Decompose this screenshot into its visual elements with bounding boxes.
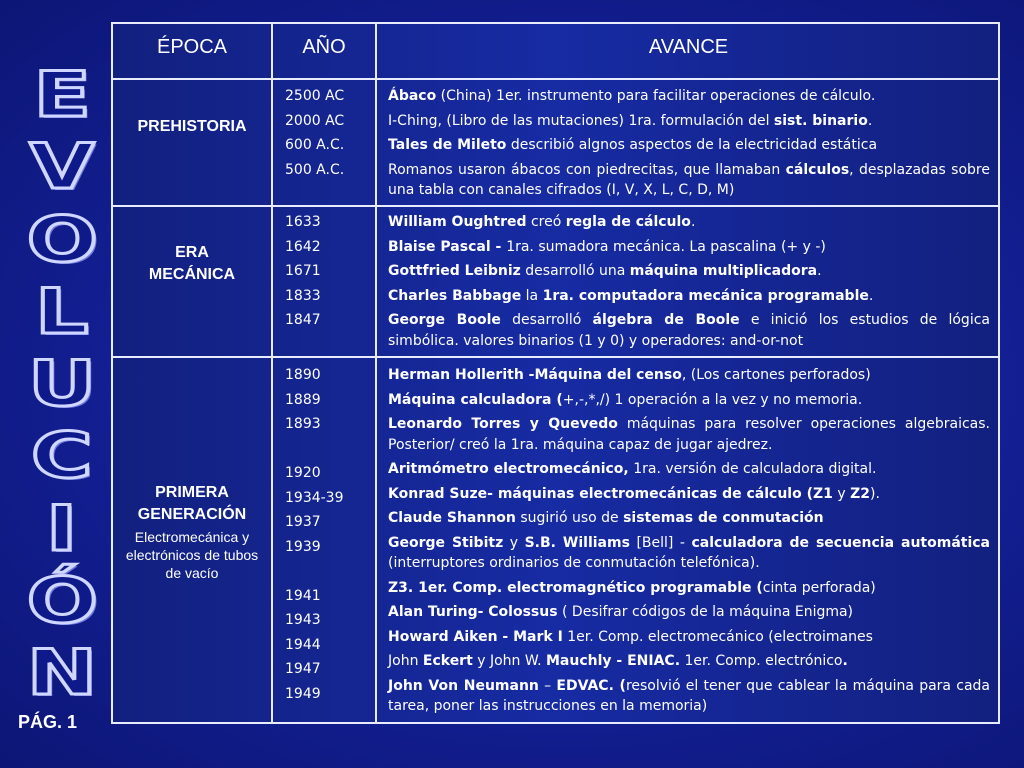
advance-text: y	[832, 485, 851, 502]
years-era-mecanica	[285, 210, 369, 333]
advance-entry	[388, 484, 990, 505]
advance-text: John	[388, 653, 423, 669]
advance-highlight: Howard Aiken - Mark I	[388, 628, 563, 645]
advance-highlight: Blaise Pascal -	[388, 238, 507, 255]
advance-text: e inició los estudios de lógica simbólica. valores binarios (1 y 0) y operadores: and-or-not	[388, 312, 990, 349]
side-title-letter: N	[26, 636, 98, 709]
advance-highlight: George Stibitz	[388, 534, 504, 551]
year-cell: 1937	[285, 514, 321, 530]
advance-highlight: Charles Babbage	[388, 287, 522, 304]
advance-text: creó	[526, 214, 566, 230]
year-cell: 2500 AC	[285, 88, 345, 104]
epoch-label: ERA MECÁNICA	[148, 244, 236, 283]
year-cell: 2000 AC	[285, 112, 345, 129]
advance-highlight: Claude Shannon	[388, 510, 516, 526]
row-divider	[113, 205, 998, 207]
advance-highlight: 1ra. computadora mecánica programable	[542, 287, 869, 304]
side-title-letter: U	[27, 347, 96, 420]
advance-text: 1er. Comp. electromecánico (electroimanes	[562, 628, 873, 645]
column-divider	[375, 24, 377, 722]
advance-text: resolvió el tener que cablear la máquina para cada tarea, poner las instrucciones en la memoria)	[388, 677, 990, 714]
advance-text: ( Desifrar códigos de la máquina Enigma)	[557, 604, 854, 620]
advance-entry	[388, 533, 990, 574]
advance-entry	[388, 459, 990, 480]
advance-text: .	[817, 263, 822, 279]
header-year: AÑO	[302, 36, 346, 58]
advance-highlight: sist. binario	[773, 112, 868, 129]
year-cell: 500 A.C.	[285, 161, 345, 178]
advance-text: , (Los cartones perforados)	[681, 367, 871, 383]
year-cell: 1893	[285, 416, 321, 432]
advance-entry	[388, 261, 990, 282]
advance-entry	[388, 414, 990, 455]
advance-highlight: George Boole	[388, 312, 501, 328]
advance-highlight: Konrad Suze- máquinas electromecánicas de cálculo (Z1	[388, 485, 833, 502]
advance-highlight: máquina multiplicadora	[629, 263, 818, 279]
year-cell: 600 A.C.	[285, 137, 345, 153]
epoch-prehistoria: PREHISTORIA	[137, 118, 247, 135]
advance-highlight: álgebra de Boole	[592, 312, 740, 328]
advance-highlight: cálculos	[785, 161, 850, 178]
advance-highlight: Gottfried Leibniz	[388, 263, 521, 279]
advance-entry	[388, 365, 990, 386]
advance-text: sugirió uso de	[515, 510, 624, 526]
side-title-evolucion	[16, 58, 108, 709]
advance-text: I-Ching, (Libro de las mutaciones) 1ra. formulación del	[388, 112, 774, 129]
row-divider	[113, 356, 998, 358]
year-cell: 1920	[285, 465, 321, 481]
advance-text: máquinas para resolver operaciones algebraicas. Posterior/ creó la 1ra. máquina capaz de jugar ajedrez.	[388, 416, 990, 453]
advance-highlight: S.B. Williams	[524, 534, 630, 551]
header-advance: AVANCE	[648, 36, 729, 58]
advance-text: (China) 1er. instrumento para facilitar operaciones de cálculo.	[436, 88, 876, 104]
year-cell: 1671	[285, 263, 321, 279]
advances-era-mecanica	[388, 212, 990, 355]
side-title-letter: L	[35, 274, 89, 348]
advance-entry	[388, 651, 990, 672]
year-cell: 1949	[285, 685, 321, 702]
year-cell: 1947	[285, 661, 321, 677]
advance-entry	[388, 508, 990, 529]
advance-highlight: Z2	[850, 485, 870, 502]
advance-entry	[388, 310, 990, 351]
advance-highlight: EDVAC. (	[556, 677, 626, 694]
side-title-letter: E	[33, 58, 91, 131]
advance-text: describió algnos aspectos de la electricidad estática	[506, 137, 878, 153]
advance-text: [Bell] -	[629, 534, 692, 551]
advance-entry	[388, 86, 990, 107]
advance-highlight: John Von Neumann	[388, 677, 539, 694]
year-cell: 1890	[285, 367, 321, 383]
advance-highlight: Leonardo Torres y Quevedo	[388, 416, 618, 432]
year-cell: 1833	[285, 287, 321, 304]
year-cell: 1941	[285, 587, 321, 604]
advance-text: ).	[869, 485, 880, 502]
year-cell: 1889	[285, 391, 321, 408]
advance-highlight: Alan Turing- Colossus	[388, 604, 558, 620]
advance-entry	[388, 160, 990, 201]
year-cell: 1642	[285, 238, 321, 255]
advance-text: la	[521, 287, 543, 304]
years-primera-generacion	[285, 363, 369, 706]
year-cell: 1633	[285, 214, 321, 230]
side-title-letter: I	[46, 491, 78, 565]
advance-highlight: Herman Hollerith -Máquina del censo	[388, 367, 682, 383]
year-cell: 1939	[285, 538, 321, 555]
advance-text: , desplazadas sobre una tabla con canales cifrados (I, V, X, L, C, D, M)	[388, 161, 990, 198]
advance-text: 1ra. sumadora mecánica. La pascalina (+ y -)	[506, 238, 826, 255]
advance-highlight: Eckert	[422, 653, 473, 669]
advance-text: y John W.	[472, 653, 546, 669]
advance-entry	[388, 578, 990, 599]
advance-entry	[388, 390, 990, 411]
side-title-letter: Ó	[26, 563, 98, 637]
advance-text: y	[503, 534, 525, 551]
year-cell: 1934-39	[285, 489, 344, 506]
year-cell	[285, 559, 369, 584]
advance-entry	[388, 286, 990, 307]
page-label: PÁG. 1	[18, 712, 78, 732]
advance-text: .	[690, 214, 696, 230]
advance-highlight: Mauchly -	[546, 653, 628, 669]
epoch-label: PRIMERA GENERACIÓN	[137, 484, 247, 523]
advance-entry	[388, 676, 990, 717]
column-divider	[271, 24, 273, 722]
evolution-table	[111, 22, 1000, 724]
advance-entry	[388, 627, 990, 648]
advance-entry	[388, 212, 990, 233]
advance-text: (interruptores ordinarios de conmutación telefónica).	[388, 555, 760, 571]
year-cell: 1944	[285, 636, 321, 653]
advance-entry	[388, 237, 990, 258]
advance-highlight: William Oughtred	[388, 214, 527, 230]
advance-text: .	[867, 112, 873, 129]
advance-entry	[388, 602, 990, 623]
advance-text: desarrolló una	[520, 263, 630, 279]
year-cell: 1943	[285, 612, 321, 628]
advance-entry	[388, 135, 990, 156]
advance-text: 1ra. versión de calculadora digital.	[628, 461, 877, 477]
advance-text: desarrolló	[500, 312, 593, 328]
advance-highlight: .	[842, 653, 848, 669]
advance-highlight: Máquina calculadora (	[388, 391, 563, 408]
epoch-primera-generacion	[113, 482, 271, 582]
advance-text: +,-,*,/) 1 operación a la vez y no memoria.	[562, 391, 863, 408]
advance-text: Romanos usaron ábacos con piedrecitas, que llamaban	[388, 161, 786, 178]
year-cell: 1847	[285, 312, 321, 328]
advance-text: –	[538, 677, 557, 694]
header-epoch: ÉPOCA	[156, 36, 228, 58]
advance-highlight: regla de cálculo	[565, 214, 691, 230]
side-title-letter: C	[31, 419, 93, 493]
advance-entry	[388, 111, 990, 132]
epoch-note: Electromecánica y electrónicos de tubos de vacío	[125, 529, 259, 581]
advance-text: 1er. Comp. electrónico	[680, 653, 843, 669]
row-divider	[113, 78, 998, 80]
side-title-letter: O	[26, 202, 98, 276]
advance-text: cinta perforada)	[762, 579, 876, 596]
advances-primera-generacion	[388, 365, 990, 721]
advance-highlight: ENIAC.	[627, 653, 681, 669]
advance-highlight: Z3. 1er. Comp. electromagnético programable (	[388, 579, 763, 596]
years-prehistoria	[285, 84, 369, 182]
advance-highlight: Ábaco	[388, 88, 437, 104]
year-cell	[285, 437, 369, 462]
advance-highlight: calculadora de secuencia automática	[691, 534, 990, 551]
advance-highlight: sistemas de conmutación	[623, 510, 824, 526]
advance-highlight: Tales de Mileto	[388, 137, 507, 153]
advance-text: .	[868, 287, 874, 304]
advances-prehistoria	[388, 86, 990, 205]
advance-highlight: Aritmómetro electromecánico,	[388, 461, 629, 477]
side-title-letter: V	[29, 130, 95, 204]
epoch-era-mecanica	[113, 242, 271, 286]
